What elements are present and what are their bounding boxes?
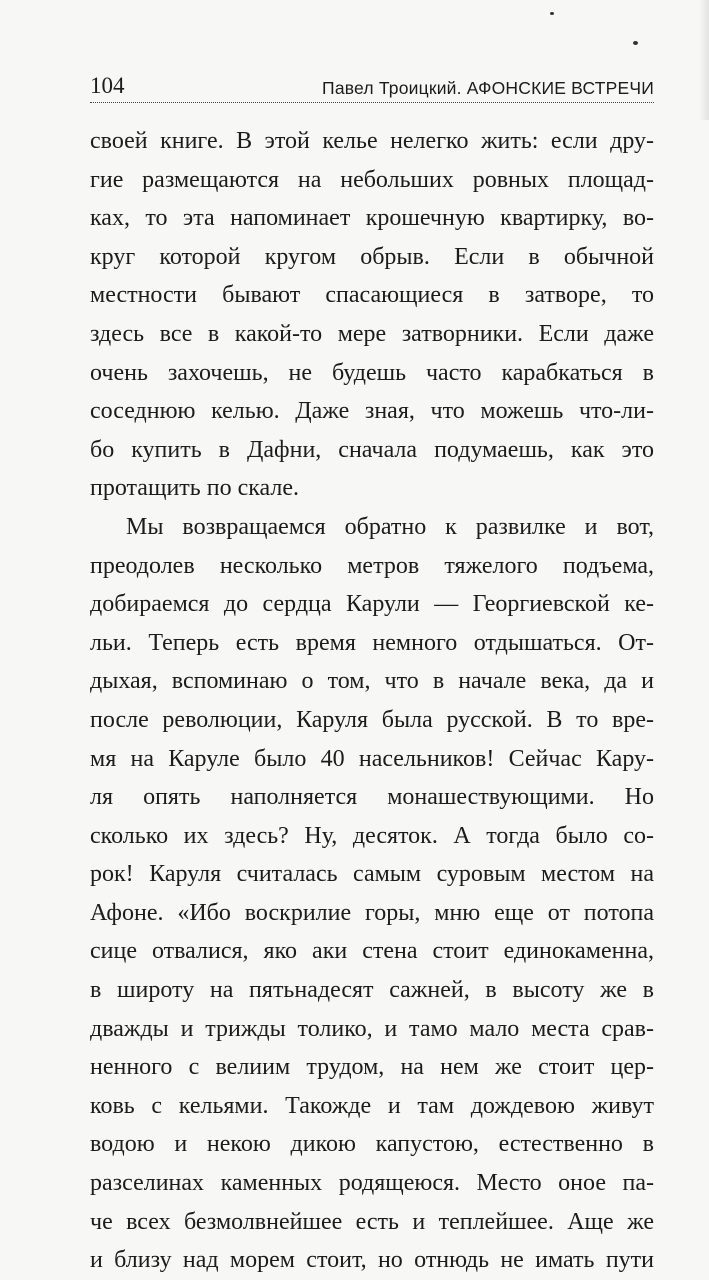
text-line: соседнюю келью. Даже зная, что можешь что-ли-: [90, 398, 654, 425]
page-number: 104: [90, 73, 125, 98]
text-line: ковь с кельями. Такожде и там дождевою живут: [90, 1092, 654, 1119]
body-text: [90, 122, 654, 1280]
text-line: круг которой кругом обрыв. Если в обычной: [90, 243, 654, 270]
text-line: рок! Каруля считалась самым суровым местом на: [90, 861, 654, 888]
text-line: бо купить в Дафни, сначала подумаешь, как это: [90, 436, 654, 463]
text-line: в широту на пятьнадесят сажней, в высоту же в: [90, 977, 654, 1004]
text-line: че всех безмолвнейшее есть и теплейшее. Аще же: [90, 1208, 654, 1235]
running-head: Павел Троицкий. АФОНСКИЕ ВСТРЕЧИ: [322, 78, 654, 98]
text-line: местности бывают спасающиеся в затворе, то: [90, 282, 654, 309]
text-line: после революции, Каруля была русской. В то вре-: [90, 706, 654, 733]
text-line: сколько их здесь? Ну, десяток. А тогда было со-: [90, 822, 654, 849]
text-line: сице отвалися, яко аки стена стоит единокаменна,: [90, 938, 654, 965]
text-line: Афоне. «Ибо воскрилие горы, мню еще от потопа: [90, 899, 654, 926]
text-line: очень захочешь, не будешь часто карабкаться в: [90, 359, 654, 386]
text-line: своей книге. В этой келье нелегко жить: если дру-: [90, 128, 654, 154]
scan-speck: [633, 41, 638, 45]
page-header: [90, 72, 654, 103]
text-line: дыхая, вспоминаю о том, что в начале века, да и: [90, 668, 654, 695]
text-line: дважды и трижды толико, и тамо мало места срав-: [90, 1015, 654, 1042]
text-line: льи. Теперь есть время немного отдышаться. От-: [90, 629, 654, 656]
text-line: добираемся до сердца Карули — Георгиевской ке-: [90, 591, 654, 618]
scan-edge-shadow: [699, 0, 709, 120]
text-line: разселинах каменных родящеюся. Место оное па-: [90, 1170, 654, 1197]
text-line-paragraph-start: Мы возвращаемся обратно к развилке и вот,: [126, 513, 654, 540]
text-line: гие размещаются на небольших ровных площад-: [90, 166, 654, 193]
text-line: преодолев несколько метров тяжелого подъема,: [90, 552, 654, 579]
text-line: мя на Каруле было 40 насельников! Сейчас Кару-: [90, 745, 654, 772]
text-line: ля опять наполняется монашествующими. Но: [90, 784, 654, 811]
text-line: ненного с велиим трудом, на нем же стоит цер-: [90, 1054, 654, 1081]
text-line: и близу над морем стоит, но отнюдь не имать пути: [90, 1247, 654, 1274]
scan-speck: [550, 12, 554, 15]
text-line: здесь все в какой-то мере затворники. Если даже: [90, 320, 654, 347]
text-line-paragraph-end: протащить по скале.: [90, 475, 300, 502]
text-line: водою и некою дикою капустою, естественно в: [90, 1131, 654, 1158]
text-line: ках, то эта напоминает крошечную квартирку, во-: [90, 205, 654, 232]
